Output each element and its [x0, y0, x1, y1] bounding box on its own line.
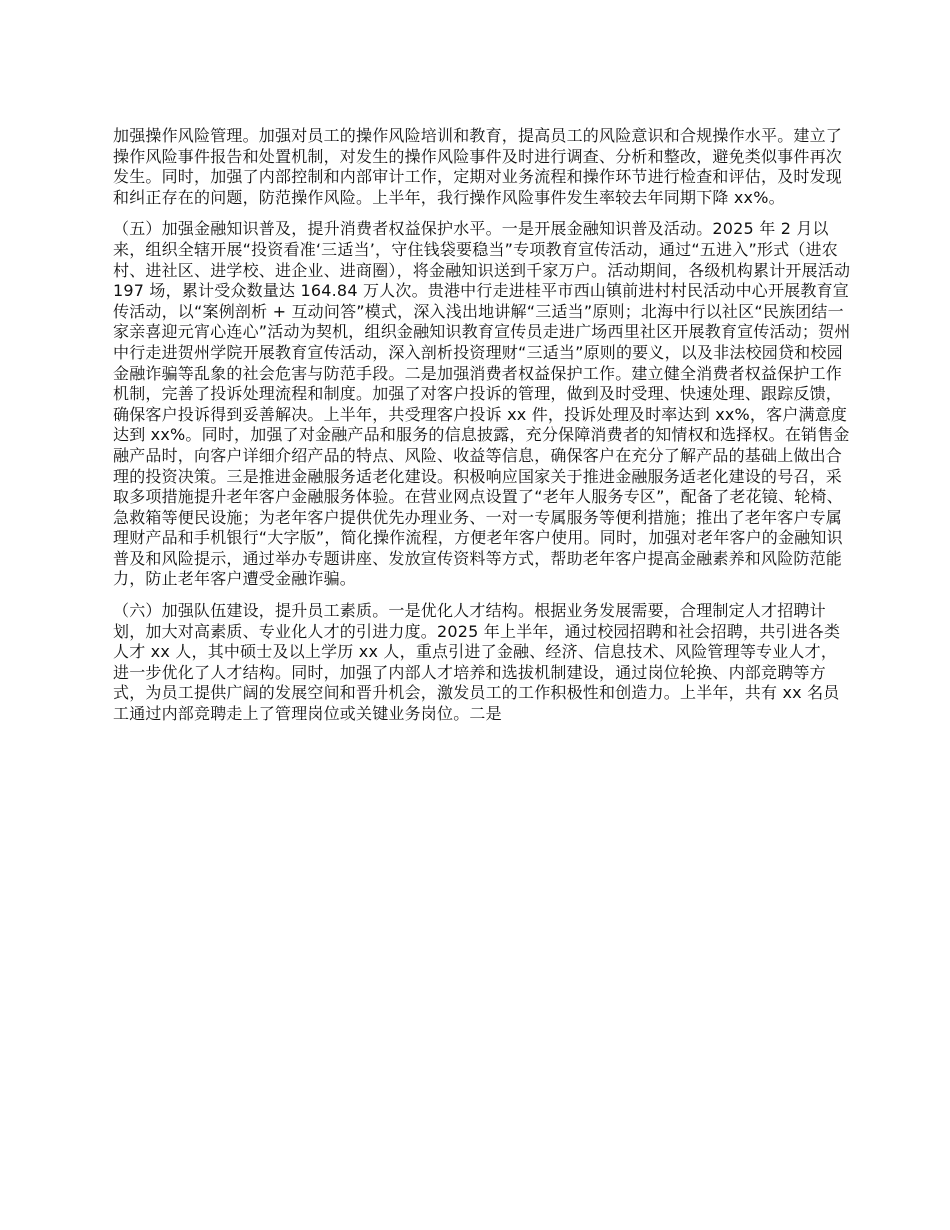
paragraph-team-building: （六）加强队伍建设，提升员工素质。一是优化人才结构。根据业务发展需要，合理制定人才招聘计划，加大对高素质、专业化人才的引进力度。2025 年上半年，通过校园招聘和社会招聘，共引进各类人才 xx 人，其中硕士及以上学历 xx 人，重点引进了金融、经济、信息技术、风险管理等专业人才，进一步优化了人才结构。同时，加强了内部人才培养和选拔机制建设，通过岗位轮换、内部竞聘等方式，为员工提供广阔的发展空间和晋升机会，激发员工的工作积极性和创造力。上半年，共有 xx 名员工通过内部竞聘走上了管理岗位或关键业务岗位。二是: [113, 601, 841, 724]
paragraph-operational-risk: 加强操作风险管理。加强对员工的操作风险培训和教育，提高员工的风险意识和合规操作水平。建立了操作风险事件报告和处置机制，对发生的操作风险事件及时进行调查、分析和整改，避免类似事件再次发生。同时，加强了内部控制和内部审计工作，定期对业务流程和操作环节进行检查和评估，及时发现和纠正存在的问题，防范操作风险。上半年，我行操作风险事件发生率较去年同期下降 xx%。: [113, 126, 843, 207]
paragraph-financial-literacy: （五）加强金融知识普及，提升消费者权益保护水平。一是开展金融知识普及活动。2025 年 2 月以来，组织全辖开展“投资看准‘三适当’，守住钱袋要稳当”专项教育宣传活动，通过“五进入”形式（进农村、进社区、进学校、进企业、进商圈），将金融知识送到千家万户。活动期间，各级机构累计开展活动 197 场，累计受众数量达 164.84 万人次。贵港中行走进桂平市西山镇前进村村民活动中心开展教育宣传活动，以“案例剖析 + 互动问答”模式，深入浅出地讲解“三适当”原则；北海中行以社区“民族团结一家亲喜迎元宵心连心”活动为契机，组织金融知识教育宣传员走进广场西里社区开展教育宣传活动；贺州中行走进贺州学院开展教育宣传活动，深入剖析投资理财“三适当”原则的要义，以及非法校园贷和校园金融诈骗等乱象的社会危害与防范手段。二是加强消费者权益保护工作。建立健全消费者权益保护工作机制，完善了投诉处理流程和制度。加强了对客户投诉的管理，做到及时受理、快速处理、跟踪反馈，确保客户投诉得到妥善解决。上半年，共受理客户投诉 xx 件，投诉处理及时率达到 xx%，客户满意度达到 xx%。同时，加强了对金融产品和服务的信息披露，充分保障消费者的知情权和选择权。在销售金融产品时，向客户详细介绍产品的特点、风险、收益等信息，确保客户在充分了解产品的基础上做出合理的投资决策。三是推进金融服务适老化建设。积极响应国家关于推进金融服务适老化建设的号召，采取多项措施提升老年客户金融服务体验。在营业网点设置了“老年人服务专区”，配备了老花镜、轮椅、急救箱等便民设施；为老年客户提供优先办理业务、一对一专属服务等便利措施；推出了老年客户专属理财产品和手机银行“大字版”，简化操作流程，方便老年客户使用。同时，加强对老年客户的金融知识普及和风险提示，通过举办专题讲座、发放宣传资料等方式，帮助老年客户提高金融素养和风险防范能力，防止老年客户遭受金融诈骗。: [113, 219, 851, 589]
document-page: [113, 126, 853, 736]
